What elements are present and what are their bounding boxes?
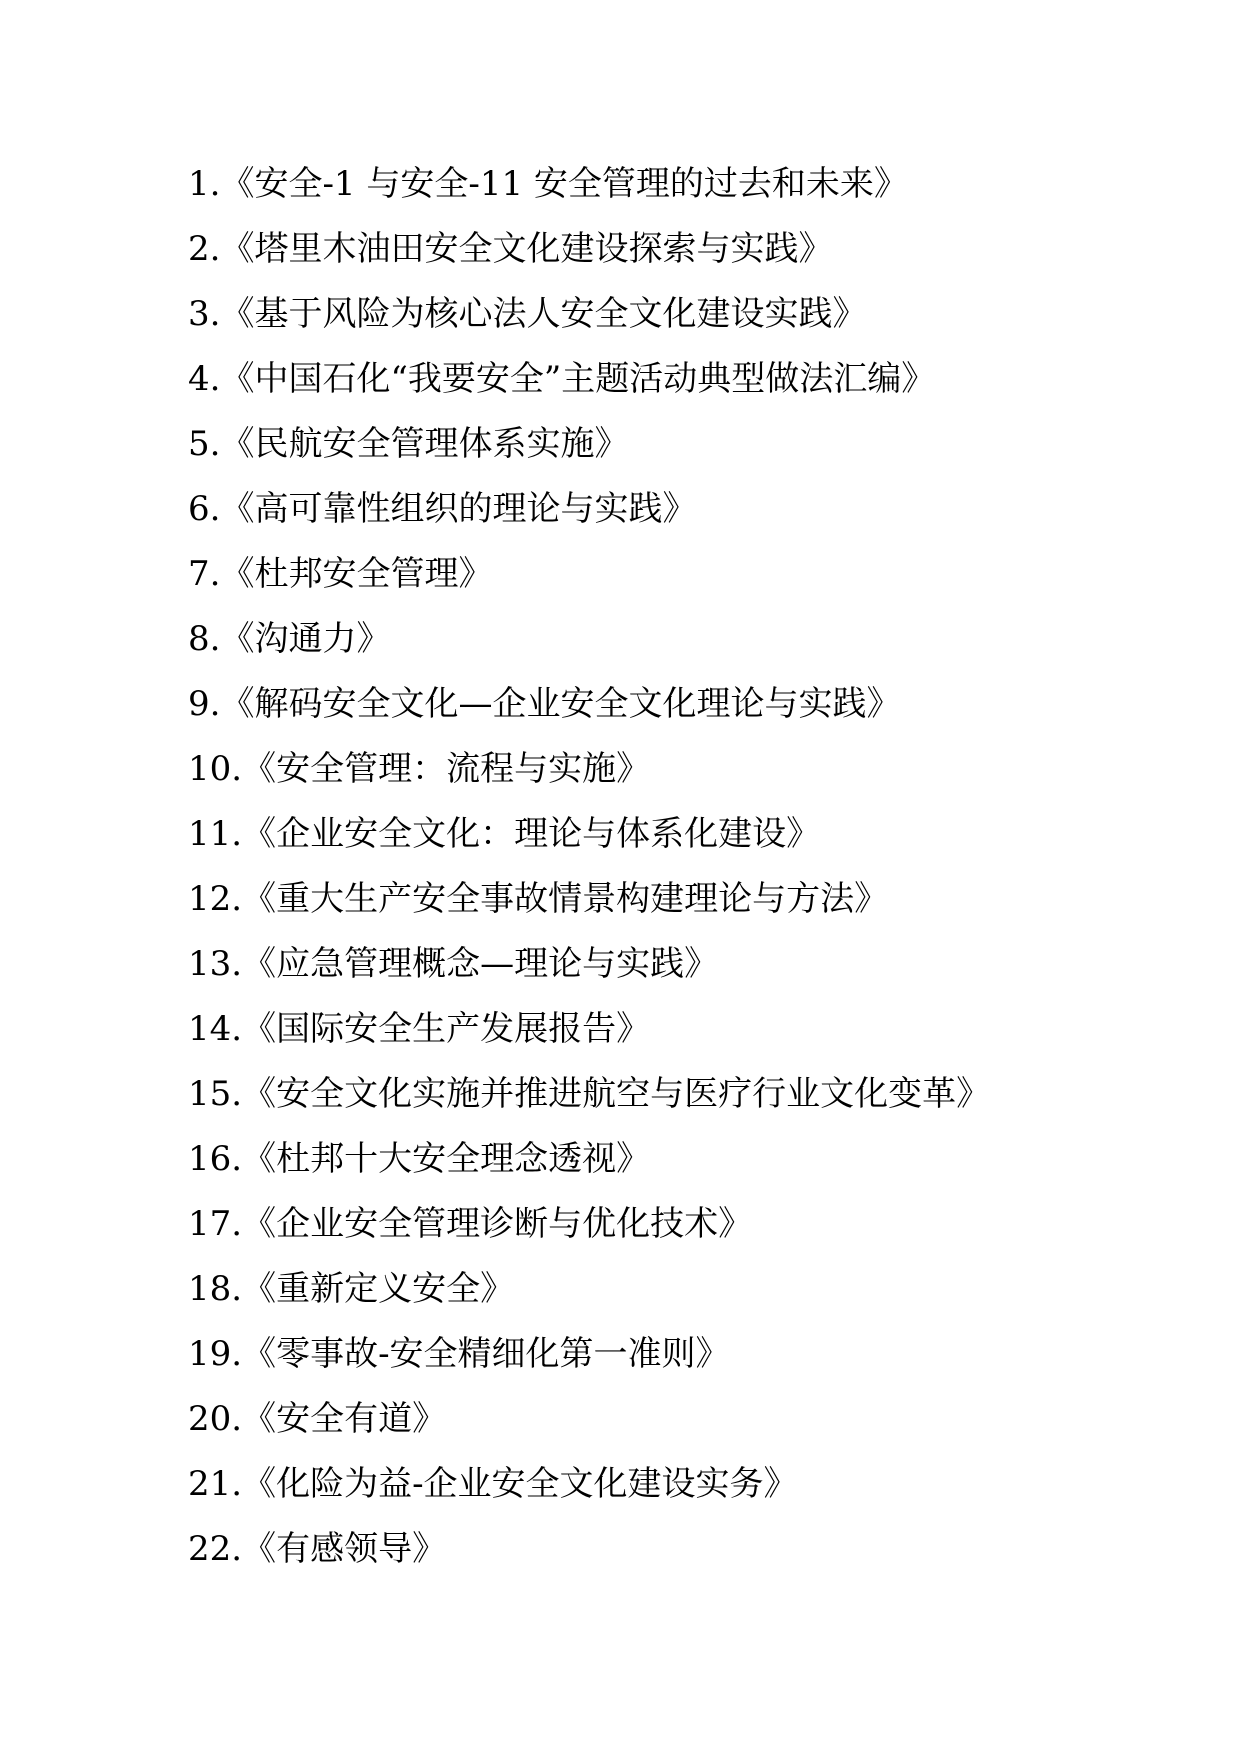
book-list-item: 1.《安全-1 与安全-11 安全管理的过去和未来》 (188, 164, 908, 204)
book-list (188, 152, 990, 1582)
book-list-item: 17.《企业安全管理诊断与优化技术》 (188, 1204, 753, 1244)
book-list-item: 3.《基于风险为核心法人安全文化建设实践》 (188, 294, 867, 334)
book-list-item: 8.《沟通力》 (188, 619, 391, 659)
book-list-item: 18.《重新定义安全》 (188, 1269, 515, 1309)
book-list-item: 21.《化险为益-企业安全文化建设实务》 (188, 1464, 798, 1504)
book-list-item: 16.《杜邦十大安全理念透视》 (188, 1139, 651, 1179)
book-list-item: 6.《高可靠性组织的理论与实践》 (188, 489, 697, 529)
book-list-item: 10.《安全管理：流程与实施》 (188, 749, 651, 789)
book-list-item: 15.《安全文化实施并推进航空与医疗行业文化变革》 (188, 1074, 991, 1114)
book-list-item: 19.《零事故-安全精细化第一准则》 (188, 1334, 730, 1374)
book-list-item: 4.《中国石化“我要安全”主题活动典型做法汇编》 (188, 359, 936, 399)
book-list-item: 12.《重大生产安全事故情景构建理论与方法》 (188, 879, 889, 919)
book-list-item: 9.《解码安全文化—企业安全文化理论与实践》 (188, 684, 901, 724)
book-list-item: 14.《国际安全生产发展报告》 (188, 1009, 651, 1049)
book-list-item: 2.《塔里木油田安全文化建设探索与实践》 (188, 229, 833, 269)
book-list-item: 5.《民航安全管理体系实施》 (188, 424, 629, 464)
book-list-item: 11.《企业安全文化：理论与体系化建设》 (188, 814, 821, 854)
book-list-item: 7.《杜邦安全管理》 (188, 554, 493, 594)
book-list-item: 13.《应急管理概念—理论与实践》 (188, 944, 719, 984)
book-list-item: 22.《有感领导》 (188, 1529, 447, 1569)
book-list-item: 20.《安全有道》 (188, 1399, 447, 1439)
